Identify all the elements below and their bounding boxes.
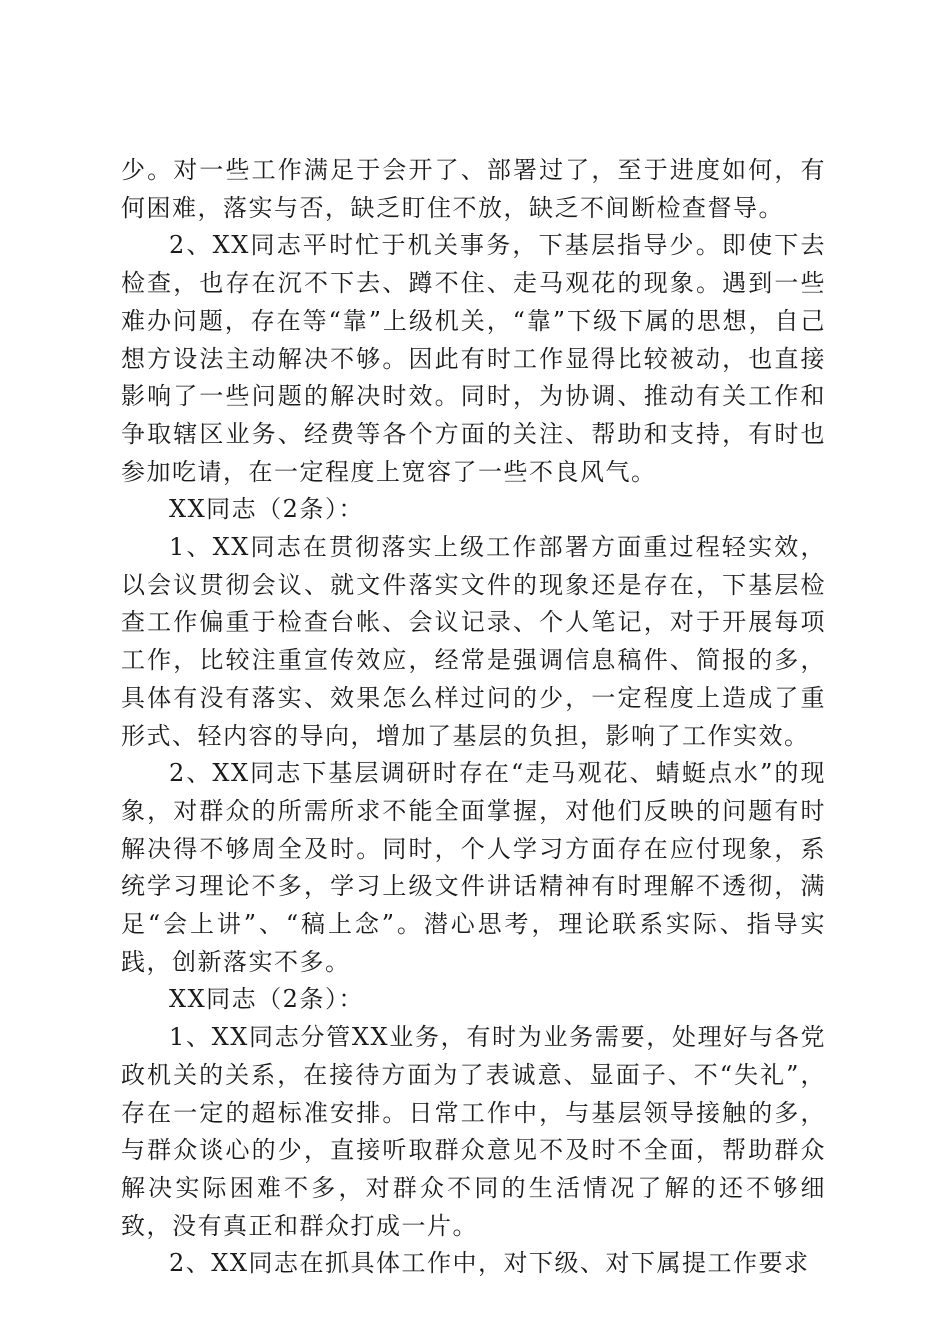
paragraph-item-2: 2、XX同志平时忙于机关事务，下基层指导少。即使下去检查，也存在沉不下去、蹲不住、走马观花的现象。遇到一些难办问题，存在等“靠”上级机关，“靠”下级下属的思想，自己想方设法主动解决不够。因此有时工作显得比较被动，也直接影响了一些问题的解决时效。同时，为协调、推动有关工作和争取辖区业务、经费等各个方面的关注、帮助和支持，有时也参加吃请，在一定程度上宽容了一些不良风气。 [121, 231, 826, 486]
section-heading: XX同志（2条）： [169, 985, 364, 1014]
section-heading: XX同志（2条）： [169, 495, 364, 524]
paragraph-item-1: 1、XX同志在贯彻落实上级工作部署方面重过程轻实效，以会议贯彻会议、就文件落实文件的现象还是存在，下基层检查工作偏重于检查台帐、会议记录、个人笔记，对于开展每项工作，比较注重宣传效应，经常是强调信息稿件、简报的多，具体有没有落实、效果怎么样过问的少，一定程度上造成了重形式、轻内容的导向，增加了基层的负担，影响了工作实效。 [121, 533, 826, 750]
document-body [121, 152, 826, 1283]
paragraph-item-2: 2、XX同志在抓具体工作中，对下级、对下属提工作要求 [169, 1249, 810, 1278]
paragraph-item-2: 2、XX同志下基层调研时存在“走马观花、蜻蜓点水”的现象，对群众的所需所求不能全面掌握，对他们反映的问题有时解决得不够周全及时。同时，个人学习方面存在应付现象，系统学习理论不多，学习上级文件讲话精神有时理解不透彻，满足“会上讲”、“稿上念”。潜心思考，理论联系实际、指导实践，创新落实不多。 [121, 759, 826, 976]
paragraph-continuation: 少。对一些工作满足于会开了、部署过了，至于进度如何，有何困难，落实与否，缺乏盯住不放，缺乏不间断检查督导。 [121, 156, 826, 222]
paragraph-item-1: 1、XX同志分管XX业务，有时为业务需要，处理好与各党政机关的关系，在接待方面为了表诚意、显面子、不“失礼”，存在一定的超标准安排。日常工作中，与基层领导接触的多，与群众谈心的少，直接听取群众意见不及时不全面，帮助群众解决实际困难不多，对群众不同的生活情况了解的还不够细致，没有真正和群众打成一片。 [121, 1023, 826, 1240]
